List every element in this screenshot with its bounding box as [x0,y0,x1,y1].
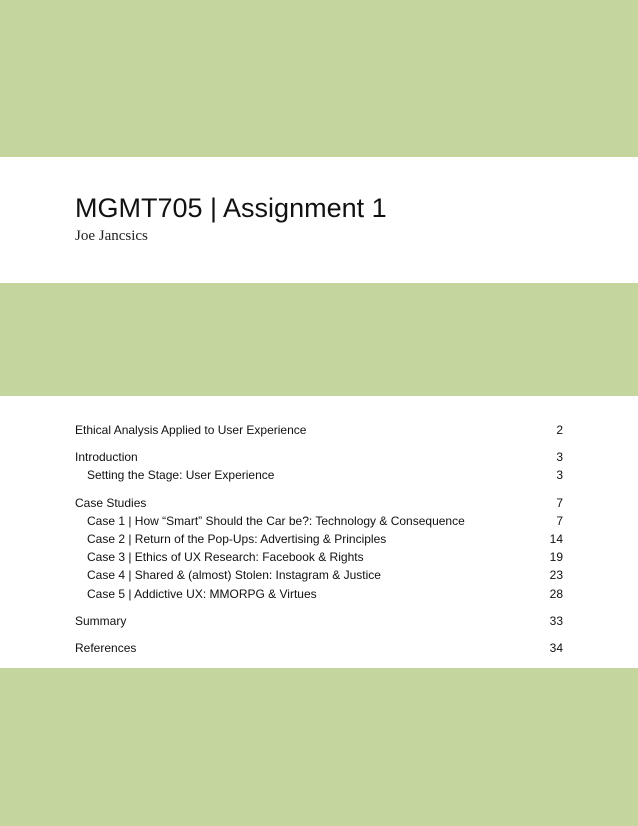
toc-subentry[interactable] [75,585,563,603]
toc-subentry-label: Setting the Stage: User Experience [87,468,275,483]
document-title: MGMT705 | Assignment 1 [75,193,387,223]
toc-subentry[interactable] [75,566,563,584]
toc-entry-label: References [75,640,137,655]
toc-group [75,612,563,630]
toc-group [75,494,563,603]
toc-entry-page: 34 [549,640,563,655]
toc-subentry-label: Case 1 | How “Smart” Should the Car be?: Technology & Consequence [87,513,465,528]
toc-subentry-page: 7 [556,513,563,528]
toc-entry-label: Ethical Analysis Applied to User Experience [75,423,307,437]
toc-entry-label: Summary [75,613,127,628]
toc-subentry-label: Case 4 | Shared & (almost) Stolen: Instagram & Justice [87,568,381,583]
toc-entry-page: 7 [556,495,563,510]
toc-entry[interactable] [75,494,563,512]
table-of-contents [75,421,563,666]
toc-subentry[interactable] [75,548,563,566]
toc-subentry-page: 19 [549,550,563,565]
toc-entry[interactable] [75,612,563,630]
toc-subentry-page: 3 [556,468,563,483]
decorative-band-middle [0,283,638,396]
toc-entry-page: 3 [556,450,563,465]
author-name: Joe Jancsics [75,228,148,244]
toc-subentry-label: Case 2 | Return of the Pop-Ups: Advertising & Principles [87,531,387,546]
toc-entry[interactable] [75,421,563,439]
toc-subentry-page: 14 [549,531,563,546]
toc-subentry-page: 23 [549,568,563,583]
toc-group [75,421,563,439]
toc-entry[interactable] [75,639,563,657]
toc-subentry-label: Case 5 | Addictive UX: MMORPG & Virtues [87,586,317,601]
toc-subentry[interactable] [75,530,563,548]
toc-subentry[interactable] [75,466,563,484]
toc-subentry[interactable] [75,512,563,530]
toc-group [75,639,563,657]
toc-subentry-page: 28 [549,586,563,601]
toc-entry-label: Case Studies [75,495,147,510]
toc-entry-page: 33 [549,613,563,628]
decorative-band-bottom [0,668,638,826]
decorative-band-top [0,0,638,157]
toc-group [75,448,563,484]
toc-entry[interactable] [75,448,563,466]
toc-subentry-label: Case 3 | Ethics of UX Research: Facebook & Rights [87,550,364,565]
toc-entry-label: Introduction [75,450,138,465]
toc-entry-page: 2 [556,423,563,437]
